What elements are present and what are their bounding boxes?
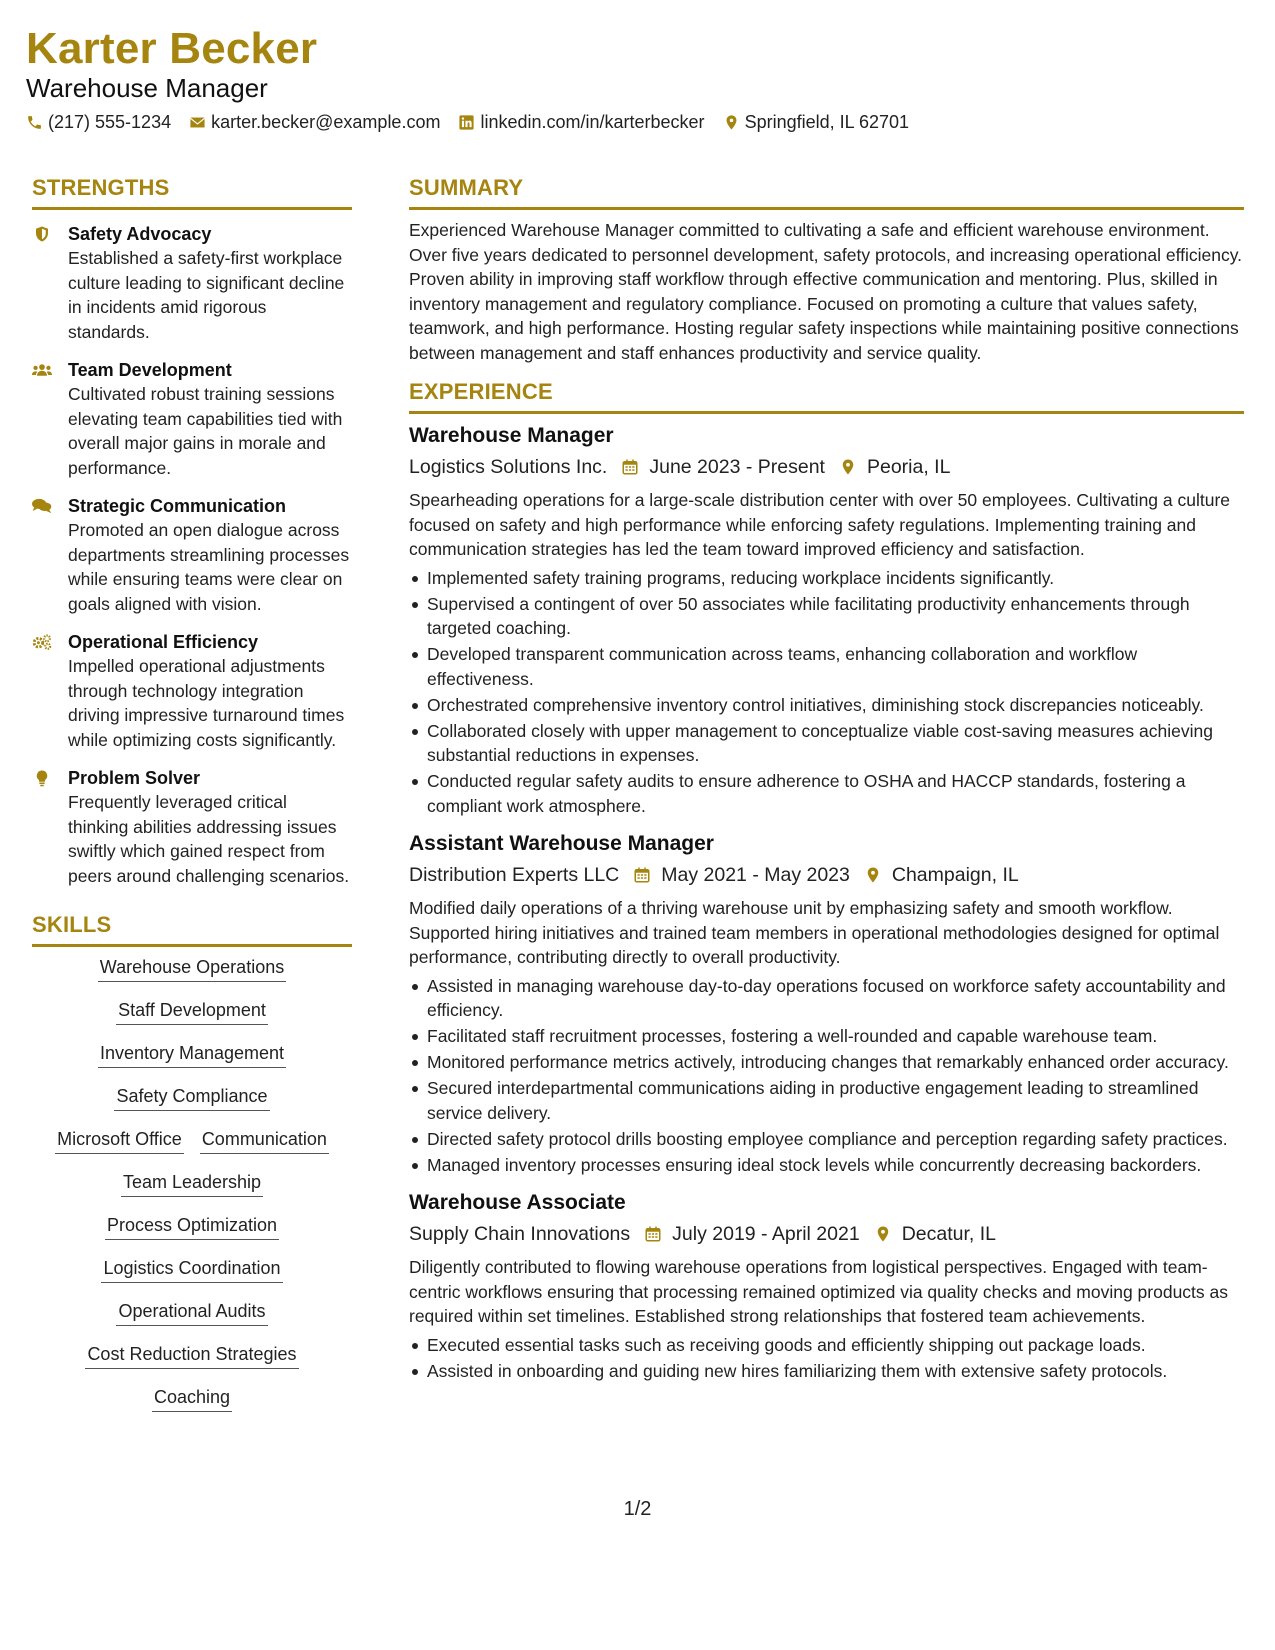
job-bullet: Facilitated staff recruitment processes, fostering a well-rounded and capable warehouse team. bbox=[427, 1024, 1244, 1049]
strength-item bbox=[32, 630, 352, 752]
job-entry bbox=[409, 422, 1244, 818]
job-bullets bbox=[409, 1333, 1244, 1384]
job-description: Diligently contributed to flowing warehouse operations from logistical perspectives. Engaged with team-centric workflows ensuring that processing remained optimized via quality checks and moving products as required within set timelines. Established strong relationships that fostered team achievements. bbox=[409, 1257, 1229, 1326]
job-bullet: Directed safety protocol drills boosting employee compliance and perception regarding safety practices. bbox=[427, 1127, 1244, 1152]
skill-tag: Warehouse Operations bbox=[98, 955, 286, 982]
strength-item bbox=[32, 222, 352, 344]
job-dates: June 2023 - Present bbox=[649, 456, 825, 478]
skill-tag: Inventory Management bbox=[98, 1041, 286, 1068]
candidate-name: Karter Becker bbox=[26, 24, 318, 73]
contact-location bbox=[723, 112, 909, 133]
skill-tag: Team Leadership bbox=[121, 1170, 263, 1197]
job-bullet: Collaborated closely with upper management to conceptualize viable cost-saving measures achieving substantial reductions in expenses. bbox=[427, 719, 1244, 768]
strength-desc: Established a safety-first workplace culture leading to significant decline in incidents amid rigorous standards. bbox=[68, 248, 345, 342]
job-location: Champaign, IL bbox=[891, 864, 1019, 886]
left-column bbox=[32, 175, 352, 1428]
calendar-icon bbox=[644, 1225, 662, 1243]
skill-tag: Logistics Coordination bbox=[101, 1256, 282, 1283]
job-company: Logistics Solutions Inc. bbox=[409, 456, 608, 478]
strength-desc: Promoted an open dialogue across departments streamlining processes while ensuring teams were clear on goals aligned with vision. bbox=[68, 520, 350, 614]
strength-title: Operational Efficiency bbox=[68, 632, 259, 652]
job-meta bbox=[409, 454, 1244, 480]
strength-desc: Impelled operational adjustments through technology integration driving impressive turnaround times while optimizing costs significantly. bbox=[68, 656, 345, 750]
shield-icon bbox=[32, 225, 52, 243]
job-bullet: Executed essential tasks such as receiving goods and efficiently shipping out package loads. bbox=[427, 1333, 1244, 1358]
skills-list bbox=[32, 955, 352, 1428]
job-company: Supply Chain Innovations bbox=[409, 1223, 631, 1245]
contact-bar bbox=[26, 112, 909, 133]
job-location: Peoria, IL bbox=[866, 456, 951, 478]
job-bullets bbox=[409, 566, 1244, 819]
job-bullet: Monitored performance metrics actively, introducing changes that remarkably enhanced order accuracy. bbox=[427, 1050, 1244, 1075]
job-bullet: Assisted in onboarding and guiding new hires familiarizing them with extensive safety protocols. bbox=[427, 1359, 1244, 1384]
strength-desc: Cultivated robust training sessions elevating team capabilities tied with overall major gains in morale and performance. bbox=[68, 384, 343, 478]
right-column bbox=[409, 175, 1244, 1395]
skill-tag: Process Optimization bbox=[105, 1213, 279, 1240]
job-title: Assistant Warehouse Manager bbox=[409, 832, 714, 855]
location-pin-icon bbox=[864, 866, 882, 884]
job-bullet: Supervised a contingent of over 50 associates while facilitating productivity enhancements through targeted coaching. bbox=[427, 592, 1244, 641]
strength-title: Problem Solver bbox=[68, 768, 201, 788]
strength-item bbox=[32, 358, 352, 480]
lightbulb-icon bbox=[32, 769, 52, 787]
job-bullet: Assisted in managing warehouse day-to-day operations focused on workforce safety accountability and efficiency. bbox=[427, 974, 1244, 1023]
strength-item bbox=[32, 494, 352, 616]
location-pin-icon bbox=[839, 458, 857, 476]
users-icon bbox=[32, 361, 52, 379]
skills-heading: SKILLS bbox=[32, 912, 352, 947]
job-entry bbox=[409, 830, 1244, 1177]
job-bullet: Secured interdepartmental communications aiding in productive engagement leading to streamlined service delivery. bbox=[427, 1076, 1244, 1125]
job-entry bbox=[409, 1189, 1244, 1383]
contact-phone[interactable] bbox=[26, 112, 171, 133]
job-description: Spearheading operations for a large-scale distribution center with over 50 employees. Cultivating a culture focused on safety and high performance while enforcing safety regulations. Implementing training and communication strategies has led the team toward improved efficiency and satisfaction. bbox=[409, 490, 1231, 559]
job-meta bbox=[409, 1221, 1244, 1247]
strength-desc: Frequently leveraged critical thinking abilities addressing issues swiftly which gained respect from peers around challenging scenarios. bbox=[68, 792, 350, 886]
job-bullet: Managed inventory processes ensuring ideal stock levels while concurrently decreasing backorders. bbox=[427, 1153, 1244, 1178]
skill-tag: Staff Development bbox=[116, 998, 268, 1025]
skill-tag: Microsoft Office bbox=[55, 1127, 184, 1154]
job-dates: May 2021 - May 2023 bbox=[661, 864, 850, 886]
job-bullets bbox=[409, 974, 1244, 1178]
contact-linkedin[interactable] bbox=[458, 112, 704, 133]
strength-title: Safety Advocacy bbox=[68, 224, 212, 244]
skill-tag: Operational Audits bbox=[116, 1299, 267, 1326]
comments-icon bbox=[32, 497, 52, 515]
experience-heading: EXPERIENCE bbox=[409, 379, 1244, 414]
calendar-icon bbox=[633, 866, 651, 884]
strengths-heading: STRENGTHS bbox=[32, 175, 352, 210]
phone-icon bbox=[26, 114, 43, 131]
contact-email[interactable] bbox=[189, 112, 440, 133]
job-title: Warehouse Manager bbox=[409, 424, 614, 447]
summary-heading: SUMMARY bbox=[409, 175, 1244, 210]
job-meta bbox=[409, 862, 1244, 888]
summary-text: Experienced Warehouse Manager committed to cultivating a safe and efficient warehouse environment. Over five years dedicated to personnel development, safety protocols, and increasing operational efficiency. Proven ability in improving staff workflow through effective communication and mentoring. Plus, skilled in inventory management and regulatory compliance. Focused on promoting a culture that values safety, teamwork, and high performance. Hosting regular safety inspections while maintaining positive connections between management and staff enhances productivity and service quality. bbox=[409, 220, 1243, 363]
job-bullet: Orchestrated comprehensive inventory control initiatives, diminishing stock discrepancies noticeably. bbox=[427, 693, 1244, 718]
job-bullet: Developed transparent communication across teams, enhancing collaboration and workflow effectiveness. bbox=[427, 642, 1244, 691]
gears-icon bbox=[32, 633, 52, 651]
job-title: Warehouse Associate bbox=[409, 1191, 626, 1214]
calendar-icon bbox=[621, 458, 639, 476]
skill-tag: Communication bbox=[200, 1127, 329, 1154]
strength-item bbox=[32, 766, 352, 888]
contact-linkedin-text: linkedin.com/in/karterbecker bbox=[480, 112, 705, 132]
linkedin-icon bbox=[458, 114, 475, 131]
job-description: Modified daily operations of a thriving warehouse unit by emphasizing safety and smooth workflow. Supported hiring initiatives and trained team members in operational methodologies designed for optimal performance, contributing directly to overall productivity. bbox=[409, 898, 1220, 967]
skill-tag: Coaching bbox=[152, 1385, 232, 1412]
contact-email-text: karter.becker@example.com bbox=[211, 112, 441, 132]
page-number: 1/2 bbox=[623, 1498, 652, 1520]
job-bullet: Conducted regular safety audits to ensure adherence to OSHA and HACCP standards, fostering a compliant work atmosphere. bbox=[427, 769, 1244, 818]
envelope-icon bbox=[189, 114, 206, 131]
strength-title: Strategic Communication bbox=[68, 496, 287, 516]
location-pin-icon bbox=[874, 1225, 892, 1243]
skill-tag: Cost Reduction Strategies bbox=[85, 1342, 298, 1369]
contact-location-text: Springfield, IL 62701 bbox=[744, 112, 910, 132]
contact-phone-text: (217) 555-1234 bbox=[48, 112, 172, 132]
job-bullet: Implemented safety training programs, reducing workplace incidents significantly. bbox=[427, 566, 1244, 591]
skill-tag: Safety Compliance bbox=[114, 1084, 269, 1111]
job-company: Distribution Experts LLC bbox=[409, 864, 620, 886]
candidate-role: Warehouse Manager bbox=[26, 73, 268, 103]
strength-title: Team Development bbox=[68, 360, 232, 380]
job-dates: July 2019 - April 2021 bbox=[672, 1223, 860, 1245]
job-location: Decatur, IL bbox=[901, 1223, 997, 1245]
location-pin-icon bbox=[723, 114, 740, 131]
